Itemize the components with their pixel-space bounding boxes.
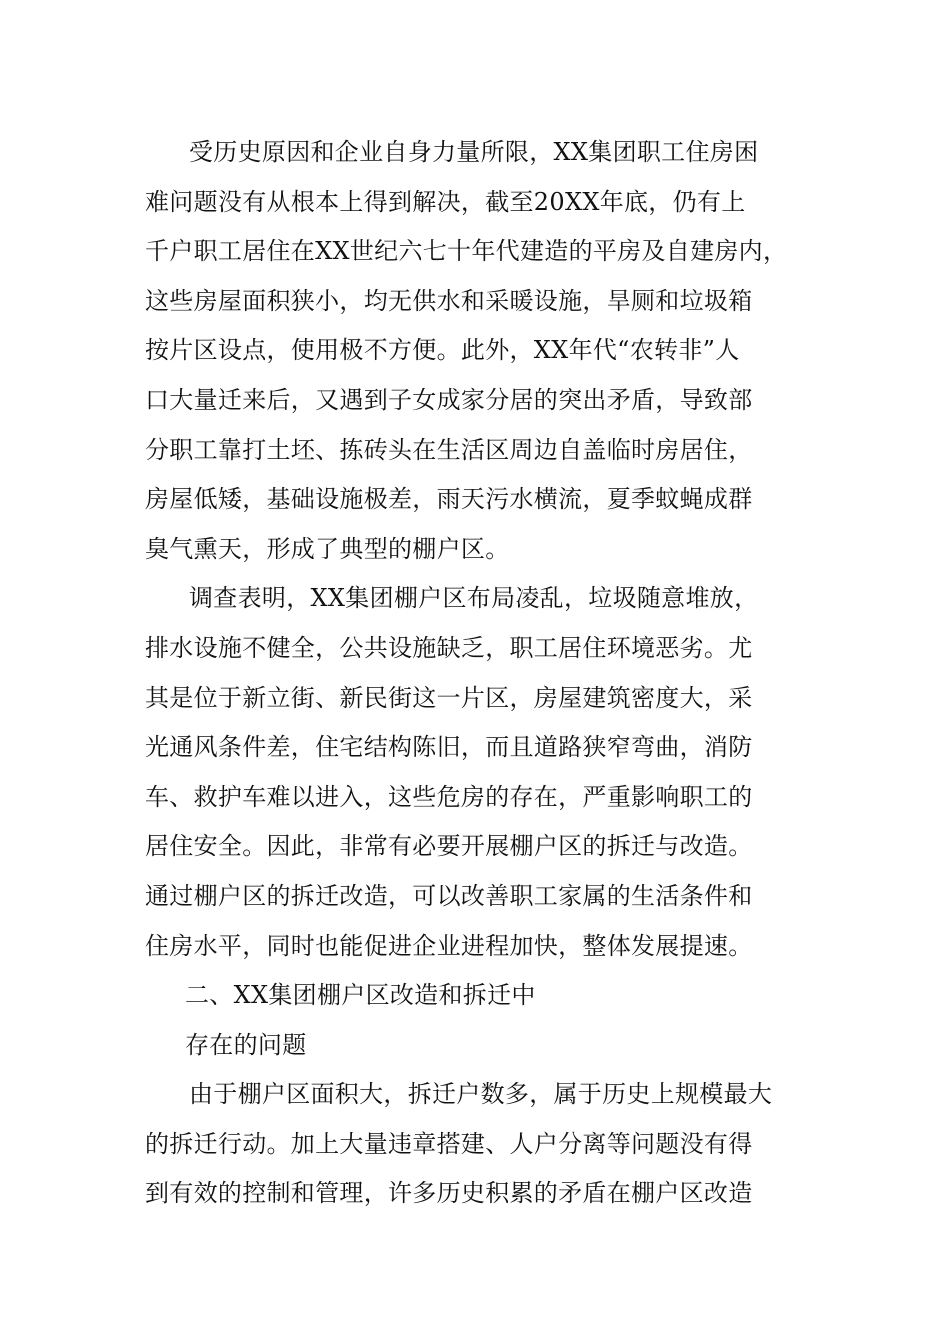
heading-line: 存在的问题 <box>185 1030 307 1059</box>
text-line: 分职工靠打土坯、拣砖头在生活区周边自盖临时房居住， <box>145 435 753 464</box>
text-line: 千户职工居住在XX世纪六七十年代建造的平房及自建房内， <box>145 237 788 266</box>
paragraph-background <box>145 128 815 574</box>
text-line: 到有效的控制和管理，许多历史积累的矛盾在棚户区改造 <box>145 1179 753 1208</box>
text-line: 这些房屋面积狭小，均无供水和采暖设施，旱厕和垃圾箱 <box>145 286 753 315</box>
text-line: 的拆迁行动。加上大量违章搭建、人户分离等问题没有得 <box>145 1129 753 1158</box>
text-line: 车、救护车难以进入，这些危房的存在，严重影响职工的 <box>145 782 753 811</box>
heading-line: 二、XX集团棚户区改造和拆迁中 <box>185 981 536 1010</box>
text-line: 调查表明，XX集团棚户区布局凌乱，垃圾随意堆放， <box>189 584 759 613</box>
text-line: 房屋低矮，基础设施极差，雨天污水横流，夏季蚊蝇成群 <box>145 485 753 514</box>
text-line: 由于棚户区面积大，拆迁户数多，属于历史上规模最大 <box>189 1080 773 1109</box>
paragraph-investigation <box>145 574 815 971</box>
text-line: 受历史原因和企业自身力量所限，XX集团职工住房困 <box>189 138 759 166</box>
text-line: 光通风条件差，住宅结构陈旧，而且道路狭窄弯曲，消防 <box>145 733 753 762</box>
text-line: 难问题没有从根本上得到解决，截至20XX年底，仍有上 <box>145 187 746 216</box>
section-heading <box>145 971 815 1070</box>
text-line: 排水设施不健全，公共设施缺乏，职工居住环境恶劣。尤 <box>145 633 753 662</box>
document-body <box>145 128 815 1219</box>
text-line: 住房水平，同时也能促进企业进程加快，整体发展提速。 <box>145 931 753 960</box>
text-line: 臭气熏天，形成了典型的棚户区。 <box>145 534 510 563</box>
text-line: 居住安全。因此，非常有必要开展棚户区的拆迁与改造。 <box>145 832 753 861</box>
paragraph-problems <box>145 1070 815 1219</box>
text-line: 通过棚户区的拆迁改造，可以改善职工家属的生活条件和 <box>145 881 753 910</box>
text-line: 口大量迁来后，又遇到子女成家分居的突出矛盾，导致部 <box>145 385 753 414</box>
text-line: 按片区设点，使用极不方便。此外，XX年代“农转非”人 <box>145 336 740 365</box>
text-line: 其是位于新立街、新民街这一片区，房屋建筑密度大，采 <box>145 683 753 712</box>
